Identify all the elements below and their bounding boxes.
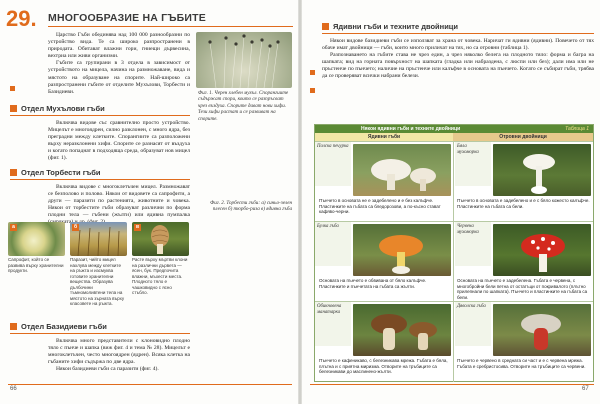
footer-rule bbox=[8, 384, 292, 385]
section-mucorales-title: Отдел Мухълови гъби bbox=[21, 104, 105, 113]
table-title: Някои ядивни гъби и техните двойници bbox=[361, 126, 461, 132]
column-poison-header: Отровни двойници bbox=[453, 133, 593, 141]
section-rule bbox=[10, 179, 190, 180]
field-mushroom-photo bbox=[353, 144, 451, 196]
right-paragraph-1: Някои видове базидиеви гъби се използват за храна от човека. Наричат ги ядивни (ядивни). Повечето от тях обаче имат двойници — гъби, които много приличат на тях, но са отровни (таблица 1). bbox=[322, 38, 594, 52]
section-ascomycetes-header bbox=[10, 168, 101, 177]
poison-name-cell: Червена мухоморка bbox=[455, 222, 491, 266]
section-ascomycetes-title: Отдел Торбести гъби bbox=[21, 168, 101, 177]
fig-label-c: в bbox=[135, 224, 140, 230]
table-row bbox=[315, 221, 593, 301]
margin-marker bbox=[310, 88, 315, 93]
caesars-mushroom-illustration bbox=[353, 224, 451, 276]
column-edible-header: Ядивни гъби bbox=[315, 133, 453, 141]
fig2-photo-row bbox=[8, 222, 190, 306]
satans-bolete-illustration bbox=[493, 304, 591, 356]
section-mucorales-paragraph: Включва видове със сравнително просто устройство. Мицелът е многоядрен, силно разклонен, с много ядра, без преградни между клетките. Спорангиите са разположени върху неразклонени хифи. Спорите се разнасят от въздуха и когато попаднат в подходяща среда, образуват нов мицел (фиг. 1). bbox=[48, 120, 190, 162]
fig-label-a: а bbox=[10, 224, 17, 231]
edible-description: Основата на пънчето е обвивана от бяло калъфче. Пластинките и пънчетата на гъбата са жълти. bbox=[319, 278, 427, 289]
table-row bbox=[315, 301, 593, 382]
porcini-illustration bbox=[353, 304, 451, 356]
mold-hyphae-illustration bbox=[196, 32, 292, 88]
chapter-number: 29. bbox=[6, 6, 37, 31]
section-mucorales-text bbox=[48, 120, 190, 163]
table-tag: Таблица 1 bbox=[565, 126, 589, 132]
section-square-icon bbox=[10, 105, 17, 112]
poison-description: Пънчето в основата е задебелено и е с бяло кожесто калъфче. Пластинките на гъбата са бели. bbox=[457, 198, 590, 209]
fig2-item-b bbox=[70, 222, 127, 306]
chapter-title: МНОГООБРАЗИЕ НА ГЪБИТЕ bbox=[48, 12, 206, 24]
fig2-item-a bbox=[8, 222, 65, 294]
right-page bbox=[302, 0, 600, 404]
mushroom-comparison-table bbox=[314, 124, 594, 382]
fig1-mold-photo bbox=[196, 32, 292, 88]
right-paragraph-2: Разпознаването на гъбите става не чрез един, а чрез няколко белега на плодното тяло: форма и багра на шапката; вид на горната повърхност на шапката (гладка или набраздена, с люспи или без); дали има или не пръстенче по пънчето; наличие на пръстенче или калъфче в основата на пънчето. Когато се събират гъби, трябва да се проверяват всички набрани белези. bbox=[322, 52, 594, 80]
fly-agaric-illustration bbox=[493, 224, 591, 276]
poison-name-cell: Бяла мухоморка bbox=[455, 142, 491, 186]
section-mucorales-header bbox=[10, 104, 105, 113]
title-rule bbox=[48, 26, 293, 27]
table-header-bar bbox=[315, 125, 593, 133]
section-basidiomycetes-title: Отдел Базидиеви гъби bbox=[21, 322, 107, 331]
section-square-icon bbox=[322, 23, 329, 30]
section-square-icon bbox=[10, 323, 17, 330]
left-page bbox=[0, 0, 298, 404]
poison-description: Основата на пънчето е задебелена. Гъбата е червена, с многобройни бели петна от остатъци от покривалото (плътно прилепнали по шапката). Пънчето и пластинките на гъбата са бели. bbox=[457, 278, 588, 300]
edible-name-cell: Булка гъба bbox=[315, 222, 351, 266]
intro-paragraph-2: Гъбите са групирани в 3 отдела в зависимост от устройството на мицела, начина на размножаване, вида и мястото на образуване на спорите. Най-широко са разпространени гъбите от отделите Мухълови, Торбести и Базидиеви. bbox=[48, 60, 190, 95]
fig2-caption: Фиг. 2. Торбести гъби: а) синьо-зелен плесен б) тюрбо-риза в) ядивна гъба bbox=[210, 200, 292, 213]
poison-description: Пънчето е червено в средната си част и е с червена мрежа. Гъбата е сребристосива. Отворите на тръбиците са червени. bbox=[457, 358, 586, 369]
margin-marker bbox=[310, 70, 315, 75]
section-basidiomycetes-paragraph-1: Включва много представители с клоновидно плодно тяло с пънче и шапка (виж фиг. 4 и тема № 28). Мицелът е многоклетъчен, често многоядрен (ядрен). Всяка клетка на гъбаните хифи съдържа по две ядра. bbox=[48, 338, 190, 366]
section-basidiomycetes-text bbox=[48, 338, 190, 373]
field-mushroom-illustration bbox=[353, 144, 451, 196]
section-edible-header bbox=[322, 22, 458, 31]
section-ascomycetes-text bbox=[48, 184, 190, 227]
edible-name-cell: Обикновена манатарка bbox=[315, 302, 351, 346]
section-rule bbox=[10, 115, 190, 116]
poison-name-cell: Дяволска гъба bbox=[455, 302, 491, 346]
edible-name-cell: Полска печурка bbox=[315, 142, 351, 186]
section-rule bbox=[10, 333, 190, 334]
intro-text bbox=[48, 32, 190, 96]
fig2-item-b-text: Паразит, чийто мицел нахлува между клетките на ръжта и изсмуква готовите хранителни вещества. Образува дълбочини тъмномоливтени тела на мястото на зърната върху класовете на ръжта. bbox=[70, 257, 125, 306]
fig2-item-c bbox=[132, 222, 189, 294]
satans-bolete-photo bbox=[493, 304, 591, 356]
fig2-item-c-text: Расте върху мъртви клони на различни дървета — ясен, бук. Предпочита влажни, мъхести места. Плодното тяло е чашковидно с ясно стъбло. bbox=[132, 257, 188, 295]
footer-rule bbox=[310, 384, 594, 385]
section-ascomycetes-paragraph: Включва видове с многоклетъчен мицел. Размножават се безполово и полово. Някои от видовете са сапрофити, а други — паразити по растенията, животните и човека. Някои от торбестите гъби образуват различни по форма плодни тела — гъбени (жълти) или ядивна пумпалка bbox=[48, 184, 190, 219]
caesars-mushroom-photo bbox=[353, 224, 451, 276]
right-intro-text bbox=[322, 38, 594, 81]
porcini-photo bbox=[353, 304, 451, 356]
edible-description: Пънчето в основата не е задебелено и е без калъфче. Пластинките на гъбата са бледорозови, а по-късно стават кафяво-черни. bbox=[319, 198, 441, 215]
fly-agaric-photo bbox=[493, 224, 591, 276]
intro-paragraph-1: Царство Гъби обединява над 100 000 разнообразни по устройство вида. Те са широко разпространени в природата. Обитават влажни гори, гниещи дървесина, вехтриа или живи организми. bbox=[48, 32, 190, 60]
page-number-right: 67 bbox=[582, 386, 589, 392]
margin-marker bbox=[10, 86, 15, 91]
section-square-icon bbox=[10, 169, 17, 176]
page-number-left: 66 bbox=[10, 386, 17, 392]
death-cap-illustration bbox=[493, 144, 591, 196]
table-row bbox=[315, 141, 593, 221]
section-basidiomycetes-header bbox=[10, 322, 107, 331]
fig-label-b: б bbox=[73, 224, 78, 230]
fig1-caption: Фиг. 1. Черен хлебен мухъл. Спорангиите съдържат спори, които се разпръсват чрез въздуха. Спорите дават нови хифи. Тези хифи растат и се развиват на спорите. bbox=[198, 90, 289, 122]
section-rule bbox=[322, 33, 594, 34]
death-cap-photo bbox=[493, 144, 591, 196]
section-edible-title: Ядивни гъби и техните двойници bbox=[333, 22, 459, 31]
fig2-item-a-text: Сапрофит, който се развива върху хранителни продукти. bbox=[8, 257, 64, 273]
section-basidiomycetes-paragraph-2: Някои базидиеви гъби са паразити (фиг. 4). bbox=[56, 366, 159, 373]
edible-description: Пънчето е кафеникаво, с белезникава мрежа. Гъбата е бяла, плътна и с приятна миризма. Отворите на тръбиците са белезникави до маслинено-жълти. bbox=[319, 358, 448, 375]
